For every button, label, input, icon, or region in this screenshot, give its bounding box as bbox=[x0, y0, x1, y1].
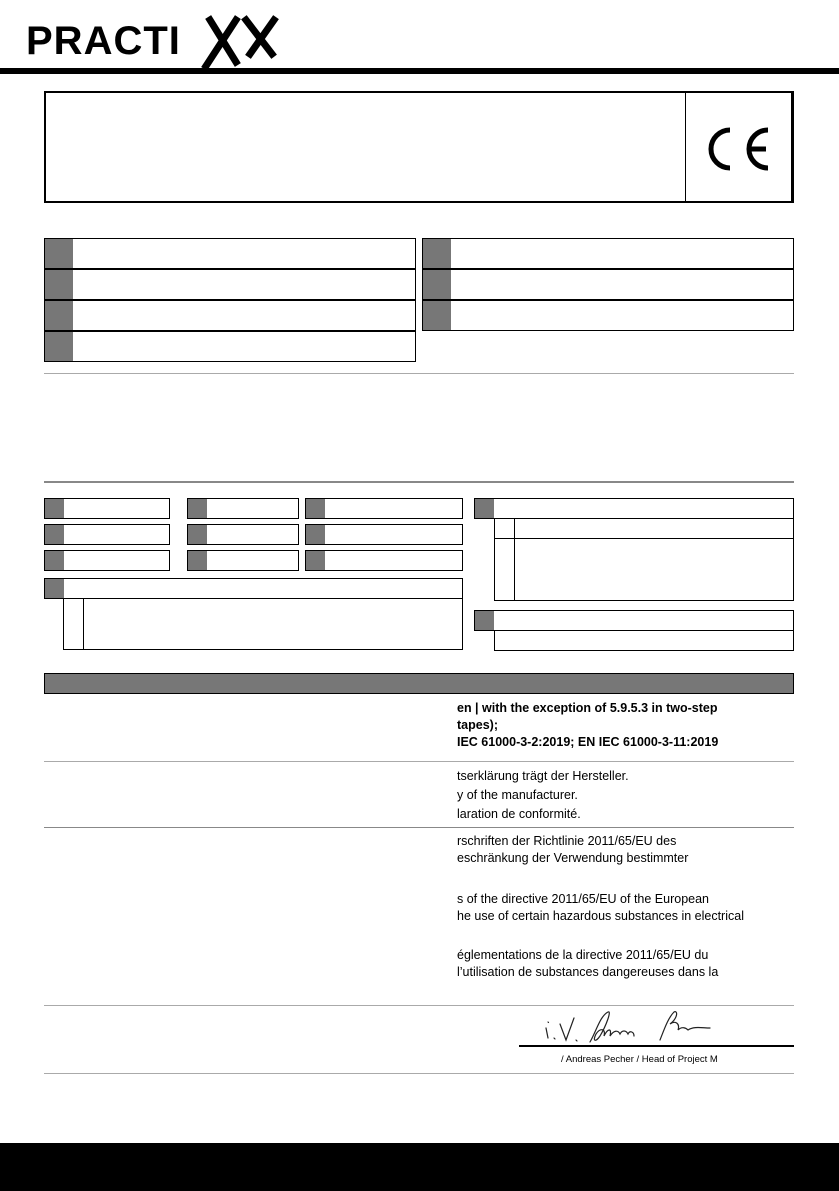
product-field-3 bbox=[44, 300, 416, 331]
spec-field-a1-label bbox=[45, 499, 64, 518]
section-divider-5 bbox=[44, 1005, 794, 1006]
header-rule bbox=[0, 68, 839, 74]
product-field-7-label bbox=[423, 301, 451, 330]
standards-line-1: en | with the exception of 5.9.5.3 in two-step bbox=[457, 701, 718, 715]
spec-field-b1-label bbox=[188, 499, 207, 518]
spec-field-d-body bbox=[63, 598, 463, 650]
standards-section-bar bbox=[44, 673, 794, 694]
product-field-4 bbox=[44, 331, 416, 362]
product-field-5-label bbox=[423, 239, 451, 268]
spec-field-e-row1 bbox=[494, 518, 794, 539]
spec-field-c1 bbox=[305, 498, 463, 519]
product-field-1-label bbox=[45, 239, 73, 268]
spec-field-c3-label bbox=[306, 551, 325, 570]
section-divider-6 bbox=[44, 1073, 794, 1074]
rohs-en-line-2: he use of certain hazardous substances in electrical bbox=[457, 909, 744, 923]
spec-field-e-divider bbox=[514, 518, 515, 601]
spec-field-d-divider bbox=[83, 598, 84, 650]
section-divider-2 bbox=[44, 481, 794, 483]
product-field-6 bbox=[422, 269, 794, 300]
signature-line bbox=[519, 1045, 794, 1047]
rohs-de-line-2: eschränkung der Verwendung bestimmter bbox=[457, 851, 689, 865]
responsibility-de: tserklärung trägt der Hersteller. bbox=[457, 769, 629, 783]
spec-field-d-header bbox=[44, 578, 463, 599]
declaration-title-box bbox=[44, 91, 794, 203]
product-field-4-label bbox=[45, 332, 73, 361]
spec-field-e-header bbox=[474, 498, 794, 519]
spec-field-b2-label bbox=[188, 525, 207, 544]
product-field-3-label bbox=[45, 301, 73, 330]
spec-field-f-header bbox=[474, 610, 794, 631]
rohs-fr-line-1: églementations de la directive 2011/65/EU du bbox=[457, 948, 709, 962]
spec-field-f-label bbox=[475, 611, 494, 630]
spec-field-d-label bbox=[45, 579, 64, 598]
spec-field-a2-label bbox=[45, 525, 64, 544]
spec-field-e-row2 bbox=[494, 538, 794, 601]
practixx-logo bbox=[26, 14, 288, 68]
spec-field-a3-label bbox=[45, 551, 64, 570]
responsibility-en: y of the manufacturer. bbox=[457, 788, 578, 802]
product-field-1 bbox=[44, 238, 416, 269]
spec-field-c3 bbox=[305, 550, 463, 571]
spec-field-c1-label bbox=[306, 499, 325, 518]
ce-divider bbox=[685, 91, 686, 203]
section-divider-1 bbox=[44, 373, 794, 374]
standards-line-3: IEC 61000-3-2:2019; EN IEC 61000-3-11:2019 bbox=[457, 735, 719, 749]
standards-line-2: tapes); bbox=[457, 718, 498, 732]
responsibility-fr: laration de conformité. bbox=[457, 807, 581, 821]
product-field-5 bbox=[422, 238, 794, 269]
ce-mark-icon bbox=[702, 126, 774, 172]
rohs-en-line-1: s of the directive 2011/65/EU of the European bbox=[457, 892, 710, 906]
signature-caption: / Andreas Pecher / Head of Project M bbox=[561, 1054, 718, 1065]
rohs-de-line-1: rschriften der Richtlinie 2011/65/EU des bbox=[457, 834, 677, 848]
rohs-fr-line-2: l’utilisation de substances dangereuses dans la bbox=[457, 965, 719, 979]
product-field-7 bbox=[422, 300, 794, 331]
spec-field-c2-label bbox=[306, 525, 325, 544]
handwritten-signature bbox=[530, 1008, 720, 1048]
footer-bar bbox=[0, 1143, 839, 1191]
product-field-2 bbox=[44, 269, 416, 300]
spec-field-f-row1 bbox=[494, 630, 794, 651]
svg-text:PRACTI: PRACTI bbox=[26, 19, 181, 63]
section-divider-4 bbox=[44, 827, 794, 828]
spec-field-b3-label bbox=[188, 551, 207, 570]
product-field-2-label bbox=[45, 270, 73, 299]
spec-field-e-label bbox=[475, 499, 494, 518]
spec-field-c2 bbox=[305, 524, 463, 545]
product-field-6-label bbox=[423, 270, 451, 299]
section-divider-3 bbox=[44, 761, 794, 762]
